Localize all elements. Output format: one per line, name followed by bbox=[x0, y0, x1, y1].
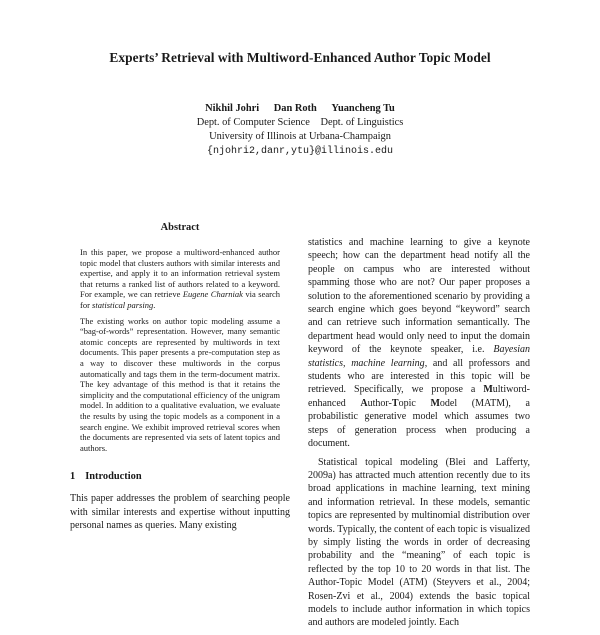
body-bold: A bbox=[360, 397, 368, 409]
body-text: , and all professors and students who are interested in this topic will be retrieved. Specifically, we propose a bbox=[308, 357, 530, 396]
body-text: opic bbox=[398, 397, 431, 409]
section-number: 1 bbox=[70, 471, 76, 483]
body-bold: M bbox=[483, 384, 493, 396]
abstract-text: via search for bbox=[80, 289, 280, 310]
paper-title: Experts’ Retrieval with Multiword-Enhanced Author Topic Model bbox=[109, 50, 491, 65]
body-text: ultiword-enhanced bbox=[308, 384, 530, 409]
left-column bbox=[70, 222, 290, 533]
body-text: uthor- bbox=[367, 397, 392, 409]
author-name: Yuancheng Tu bbox=[331, 103, 395, 114]
author-email: {njohri2,danr,ytu}@illinois.edu bbox=[206, 145, 394, 157]
body-text: statistics and machine learning to give a keynote speech; how can the department head notify all the people on campus who are interested without spamming those who are not? Our paper proposes a solution to the aforementioned scenario by providing a search engine which goes beyond “keyword” search and can retrieve such information semantically. The department head would only need to input the domain keyword of the keynote speaker, i.e. bbox=[308, 237, 530, 356]
departments bbox=[140, 116, 460, 130]
university: University of Illinois at Urbana-Champaign bbox=[209, 131, 391, 143]
abstract-italic: Eugene Charniak bbox=[182, 289, 243, 300]
abstract-body bbox=[80, 247, 280, 453]
right-column bbox=[308, 236, 530, 635]
section-heading-introduction bbox=[70, 471, 290, 482]
author-names bbox=[140, 102, 460, 116]
author-name: Dan Roth bbox=[273, 103, 317, 114]
abstract-paragraph: The existing works on author topic modeling assume a “bag-of-words” representation. However, many semantic atomic concepts are represented by multiwords in text documents. This paper presents a pre-computation step as a way to discover these multiwords in the corpus automatically and tags them in the term-document matrix. The key advantage of this method is that it retains the simplicity and the computational efficiency of the unigram model. In addition to a qualitative evaluation, we evaluate the results by using the topic models as a component in a search engine. We exhibit improved retrieval scores when the documents are represented via sets of latent topics and authors. bbox=[80, 315, 280, 453]
body-bold: M bbox=[430, 397, 440, 409]
intro-paragraph: This paper addresses the problem of searching people with similar interests and expertise without inputting personal names as queries. Many existing bbox=[70, 493, 290, 532]
abstract-text: In this paper, we propose a multiword-enhanced author topic model that clusters authors with similar interests and expertise, and apply it to an information retrieval system that returns a ranked list of authors related to a keyword. For example, we can retrieve bbox=[80, 247, 280, 300]
author-block bbox=[140, 102, 460, 159]
department: Dept. of Linguistics bbox=[320, 117, 404, 129]
body-paragraph: Statistical topical modeling (Blei and Lafferty, 2009a) has attracted much attention recently due to its broad applications in machine learning, text mining and information retrieval. In these models, semantic topics are represented by multinomial distribution over words. Typically, the content of each topic is visualized by simply listing the words in order of decreasing probability and the “meaning” of each topic is reflected by the top 10 to 20 words in that list. The Author-Topic Model (ATM) (Steyvers et al., 2004; Rosen-Zvi et al., 2004) extends the basic topical models to include author information in which topics and authors are modeled jointly. Each bbox=[308, 456, 530, 629]
body-text: odel (MATM), a probabilistic generative model which assumes two steps of generation process when producing a document. bbox=[308, 397, 530, 450]
body-italic: Bayesian statistics, machine learning bbox=[308, 344, 530, 369]
author-name: Nikhil Johri bbox=[205, 103, 260, 114]
abstract-text: . bbox=[153, 299, 156, 310]
body-paragraph bbox=[308, 236, 530, 451]
introduction-body bbox=[70, 492, 290, 532]
abstract-italic: statistical parsing bbox=[92, 299, 154, 310]
abstract-heading: Abstract bbox=[160, 222, 200, 233]
department: Dept. of Computer Science bbox=[196, 117, 310, 129]
section-title: Introduction bbox=[85, 471, 142, 483]
body-bold: T bbox=[391, 397, 399, 409]
abstract-paragraph bbox=[80, 247, 280, 311]
